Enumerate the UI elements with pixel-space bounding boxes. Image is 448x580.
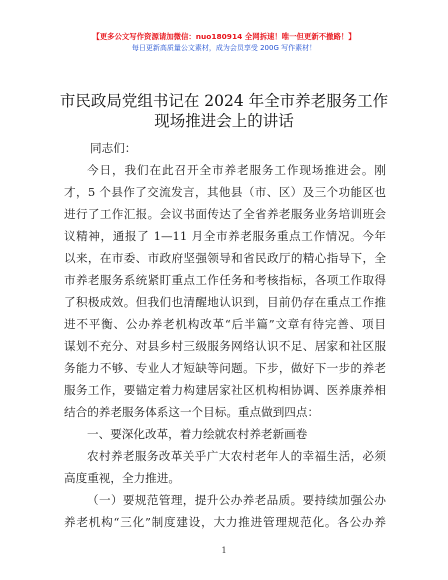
paragraph-1-line-7: 了积极成效。但我们也清醒地认识到，目前仍存在重点工作推 — [64, 295, 386, 309]
paragraph-1-line-9: 谋划不充分、对县乡村三级服务网络认识不足、居家和社区服 — [64, 339, 386, 353]
paragraph-3-line-2: 高度重视，全力推进。 — [64, 471, 180, 485]
paragraph-3-line-1: 农村养老服务改革关乎广大农村老年人的幸福生活，必须 — [87, 449, 386, 463]
paragraph-1-line-8: 进不平衡、公办养老机构改革“后半篇”文章有待完善、项目 — [64, 317, 386, 331]
document-title-line-2: 现场推进会上的讲话 — [154, 112, 294, 130]
promo-banner-line-1: 【更多公文写作资源请加微信：nuo180914 全网拆速！唯一但更新不撤路！】 — [92, 32, 356, 41]
paragraph-1-line-5: 以来，在市委、市政府坚强领导和省民政厅的精心指导下，全 — [64, 251, 386, 265]
paragraph-1-line-3: 进行了工作汇报。会议书面传达了全省养老服务业务培训班会 — [64, 207, 386, 221]
paragraph-4-line-1: （一）要规范管理，提升公办养老品质。要持续加强公办 — [87, 493, 386, 507]
paragraph-1-line-11: 服务工作，要锚定着力构建居家社区机构相协调、医养康养相 — [64, 383, 386, 397]
paragraph-1-line-6: 市养老服务系统紧盯重点工作任务和考核指标，各项工作取得 — [64, 273, 386, 287]
salutation: 同志们： — [90, 141, 137, 155]
paragraph-4-line-2: 养老机构“三化”制度建设，大力推进管理规范化。各公办养 — [64, 515, 386, 529]
document-title-line-1: 市民政局党组书记在 2024 年全市养老服务工作 — [59, 92, 389, 110]
paragraph-1-line-4: 议精神，通报了 1—11 月全市养老服务重点工作情况。今年 — [64, 229, 386, 243]
promo-banner-line-2: 每日更新高质量公文素材，成为会员享受 200G 写作素材！ — [131, 44, 317, 52]
paragraph-1-line-2: 才，5 个县作了交流发言，其他县（市、区）及三个功能区也 — [64, 185, 386, 199]
paragraph-1-line-10: 务能力不够、专业人才短缺等问题。下步，做好下一步的养老 — [64, 361, 386, 375]
paragraph-1-line-1: 今日，我们在此召开全市养老服务工作现场推进会。刚 — [87, 163, 386, 177]
paragraph-1-line-12: 结合的养老服务体系这一个目标。重点做到四点： — [64, 405, 320, 419]
section-heading-1: 一、要深化改革，着力绘就农村养老新画卷 — [87, 427, 308, 441]
page-number: 1 — [221, 546, 227, 555]
